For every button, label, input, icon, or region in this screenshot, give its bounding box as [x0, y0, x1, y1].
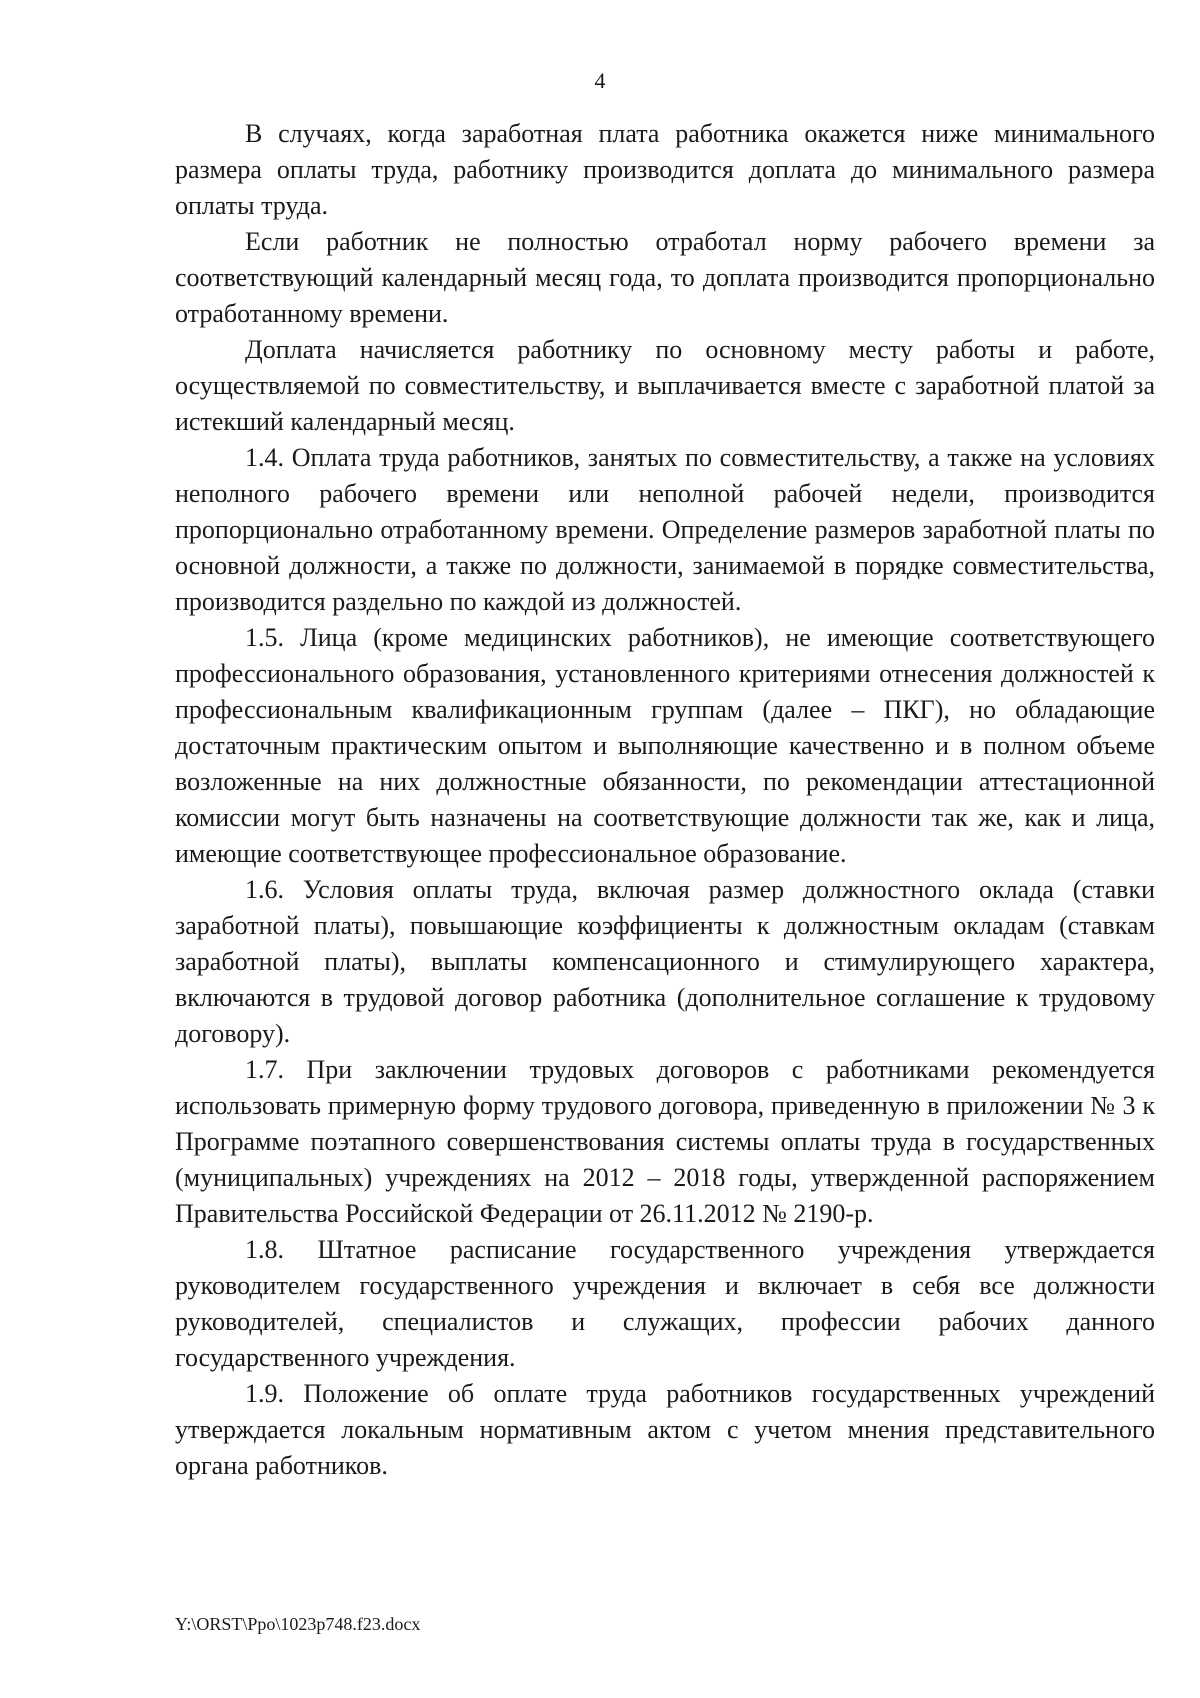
paragraph-1-7: 1.7. При заключении трудовых договоров с работниками рекомендуется использовать примерную форму трудового договора, приведенную в приложении № 3 к Программе поэтапного совершенствования системы оплаты труда в государственных (муниципальных) учреждениях на 2012 – 2018 годы, утвержденной распоряжением Правительства Российской Федерации от 26.11.2012 № 2190-р.: [175, 1055, 1155, 1228]
paragraph-1-4: 1.4. Оплата труда работников, занятых по совместительству, а также на условиях неполного рабочего времени или неполной рабочей недели, производится пропорционально отработанному времени. Определение размеров заработной платы по основной должности, а также по должности, занимаемой в порядке совместительства, производится раздельно по каждой из должностей.: [175, 443, 1155, 616]
paragraph-1-6: 1.6. Условия оплаты труда, включая размер должностного оклада (ставки заработной платы), повышающие коэффициенты к должностным окладам (ставкам заработной платы), выплаты компенсационного и стимулирующего характера, включаются в трудовой договор работника (дополнительное соглашение к трудовому договору).: [175, 875, 1155, 1048]
paragraph-1-8: 1.8. Штатное расписание государственного учреждения утверждается руководителем государственного учреждения и включает в себя все должности руководителей, специалистов и служащих, профессии рабочих данного государственного учреждения.: [175, 1235, 1155, 1372]
paragraph-1-5: 1.5. Лица (кроме медицинских работников), не имеющие соответствующего профессионального образования, установленного критериями отнесения должностей к профессиональным квалификационным группам (далее – ПКГ), но обладающие достаточным практическим опытом и выполняющие качественно и в полном объеме возложенные на них должностные обязанности, по рекомендации аттестационной комиссии могут быть назначены на соответствующие должности так же, как и лица, имеющие соответствующее профессиональное образование.: [175, 623, 1155, 868]
file-path-footer: Y:\ORST\Ppo\1023p748.f23.docx: [175, 1614, 421, 1634]
paragraph-minimum-wage-supplement: В случаях, когда заработная плата работника окажется ниже минимального размера оплаты труда, работнику производится доплата до минимального размера оплаты труда.: [175, 119, 1155, 220]
paragraph-supplement-accrual: Доплата начисляется работнику по основному месту работы и работе, осуществляемой по совместительству, и выплачивается вместе с заработной платой за истекший календарный месяц.: [175, 335, 1155, 436]
page-number: 4: [594, 68, 606, 93]
paragraph-partial-working-time: Если работник не полностью отработал норму рабочего времени за соответствующий календарный месяц года, то доплата производится пропорционально отработанному времени.: [175, 227, 1155, 328]
document-body: [175, 116, 1155, 1484]
paragraph-1-9: 1.9. Положение об оплате труда работников государственных учреждений утверждается локальным нормативным актом с учетом мнения представительного органа работников.: [175, 1379, 1155, 1480]
